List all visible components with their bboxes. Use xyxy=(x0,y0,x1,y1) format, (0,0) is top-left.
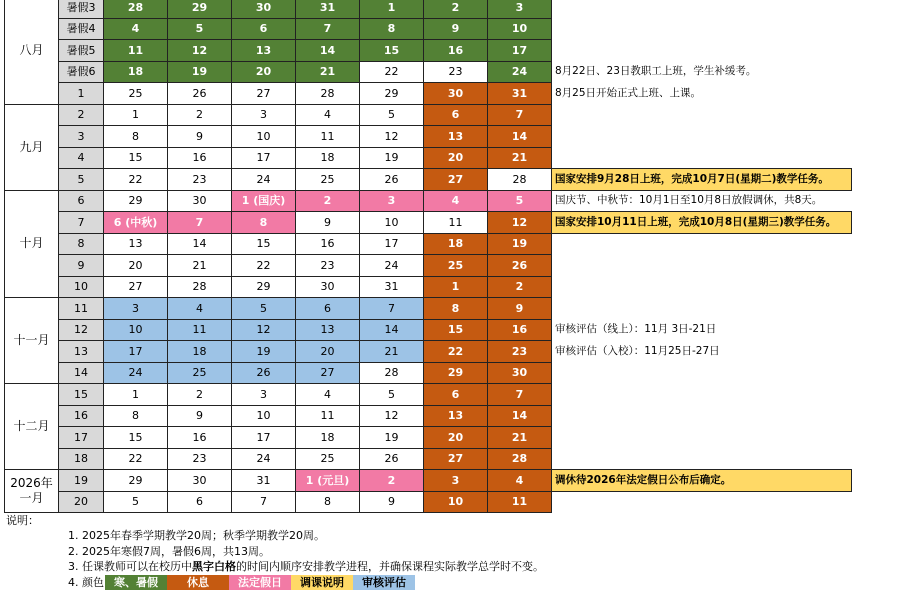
day-cell: 3 xyxy=(232,384,296,406)
week-number: 17 xyxy=(59,427,104,449)
day-cell: 14 xyxy=(488,405,552,427)
week-note xyxy=(552,126,852,148)
color-legend xyxy=(105,575,415,591)
day-cell: 18 xyxy=(296,427,360,449)
day-cell: 10 xyxy=(232,405,296,427)
day-cell: 16 xyxy=(168,427,232,449)
week-number: 19 xyxy=(59,470,104,492)
day-cell: 5 xyxy=(360,104,424,126)
week-note xyxy=(552,104,852,126)
day-cell: 21 xyxy=(296,61,360,83)
week-note xyxy=(552,362,852,384)
month-label: 十二月 xyxy=(5,384,59,470)
day-cell: 7 xyxy=(488,104,552,126)
week-note: 8月22日、23日教职工上班，学生补缓考。 xyxy=(555,65,757,78)
day-cell: 29 xyxy=(360,83,424,105)
day-cell: 29 xyxy=(232,276,296,298)
day-cell: 8 xyxy=(360,18,424,40)
day-cell: 26 xyxy=(168,83,232,105)
day-cell: 1 xyxy=(104,384,168,406)
week-number: 13 xyxy=(59,341,104,363)
week-note xyxy=(552,427,852,449)
note-item-3 xyxy=(6,559,544,575)
week-number: 9 xyxy=(59,255,104,277)
day-cell: 31 xyxy=(360,276,424,298)
legend-item: 调课说明 xyxy=(291,575,353,590)
day-cell: 2 xyxy=(168,384,232,406)
day-cell: 4 xyxy=(424,190,488,212)
week-note xyxy=(552,491,852,513)
day-cell: 9 xyxy=(168,126,232,148)
day-cell: 27 xyxy=(232,83,296,105)
week-note xyxy=(552,298,852,320)
day-cell: 23 xyxy=(296,255,360,277)
day-cell: 16 xyxy=(296,233,360,255)
week-note: 审核评估（入校）：11月25日-27日 xyxy=(555,344,720,357)
day-cell: 9 xyxy=(360,491,424,513)
day-cell: 2 xyxy=(296,190,360,212)
day-cell: 2 xyxy=(424,0,488,18)
week-note: 国庆节、中秋节：10月1日至10月8日放假调休，共8天。 xyxy=(555,194,823,207)
week-number: 10 xyxy=(59,276,104,298)
day-cell: 15 xyxy=(232,233,296,255)
day-cell: 10 xyxy=(424,491,488,513)
day-cell: 19 xyxy=(168,61,232,83)
day-cell: 24 xyxy=(104,362,168,384)
day-cell: 11 xyxy=(104,40,168,62)
day-cell: 12 xyxy=(360,405,424,427)
week-note xyxy=(552,255,852,277)
day-cell: 2 xyxy=(168,104,232,126)
week-note: 调休待2026年法定假日公布后确定。 xyxy=(552,470,852,492)
day-cell: 6 (中秋) xyxy=(104,212,168,234)
day-cell: 5 xyxy=(232,298,296,320)
week-row xyxy=(5,276,852,298)
day-cell: 3 xyxy=(232,104,296,126)
day-cell: 22 xyxy=(104,169,168,191)
day-cell: 30 xyxy=(168,190,232,212)
day-cell: 19 xyxy=(360,147,424,169)
week-row xyxy=(5,169,852,191)
day-cell: 25 xyxy=(296,448,360,470)
week-note xyxy=(552,448,852,470)
day-cell: 28 xyxy=(296,83,360,105)
day-cell: 28 xyxy=(360,362,424,384)
day-cell: 25 xyxy=(104,83,168,105)
day-cell: 7 xyxy=(168,212,232,234)
day-cell: 20 xyxy=(232,61,296,83)
day-cell: 4 xyxy=(296,104,360,126)
day-cell: 17 xyxy=(232,147,296,169)
day-cell: 23 xyxy=(168,448,232,470)
day-cell: 3 xyxy=(424,470,488,492)
day-cell: 22 xyxy=(360,61,424,83)
day-cell: 16 xyxy=(488,319,552,341)
day-cell: 30 xyxy=(232,0,296,18)
day-cell: 12 xyxy=(168,40,232,62)
week-number: 7 xyxy=(59,212,104,234)
day-cell: 5 xyxy=(104,491,168,513)
day-cell: 9 xyxy=(424,18,488,40)
week-number: 1 xyxy=(59,83,104,105)
day-cell: 8 xyxy=(232,212,296,234)
day-cell: 24 xyxy=(360,255,424,277)
week-note xyxy=(552,18,852,40)
day-cell: 10 xyxy=(232,126,296,148)
day-cell: 18 xyxy=(168,341,232,363)
day-cell: 3 xyxy=(488,0,552,18)
day-cell: 9 xyxy=(296,212,360,234)
week-row xyxy=(5,40,852,62)
day-cell: 29 xyxy=(104,190,168,212)
week-number: 暑假6 xyxy=(59,61,104,83)
week-row xyxy=(5,405,852,427)
day-cell: 1 xyxy=(104,104,168,126)
week-row xyxy=(5,491,852,513)
week-number: 暑假3 xyxy=(59,0,104,18)
week-row xyxy=(5,83,852,105)
month-label: 九月 xyxy=(5,104,59,190)
day-cell: 19 xyxy=(488,233,552,255)
day-cell: 1 (国庆) xyxy=(232,190,296,212)
day-cell: 8 xyxy=(104,405,168,427)
day-cell: 4 xyxy=(104,18,168,40)
day-cell: 7 xyxy=(360,298,424,320)
day-cell: 29 xyxy=(168,0,232,18)
day-cell: 26 xyxy=(360,448,424,470)
day-cell: 25 xyxy=(168,362,232,384)
day-cell: 8 xyxy=(104,126,168,148)
week-note xyxy=(552,233,852,255)
calendar-body xyxy=(5,0,852,513)
week-row xyxy=(5,0,852,18)
day-cell: 21 xyxy=(168,255,232,277)
day-cell: 23 xyxy=(488,341,552,363)
month-label: 2026年 一月 xyxy=(5,470,59,513)
day-cell: 7 xyxy=(296,18,360,40)
week-note: 国家安排9月28日上班，完成10月7日(星期二)教学任务。 xyxy=(552,169,852,191)
day-cell: 10 xyxy=(104,319,168,341)
day-cell: 4 xyxy=(296,384,360,406)
day-cell: 28 xyxy=(488,448,552,470)
day-cell: 12 xyxy=(232,319,296,341)
day-cell: 31 xyxy=(488,83,552,105)
note-item-4-label: 4. 颜色 xyxy=(68,575,104,589)
day-cell: 5 xyxy=(360,384,424,406)
day-cell: 14 xyxy=(296,40,360,62)
week-note xyxy=(552,40,852,62)
day-cell: 2 xyxy=(360,470,424,492)
day-cell: 24 xyxy=(488,61,552,83)
week-row xyxy=(5,190,852,212)
legend-item: 寒、暑假 xyxy=(105,575,167,590)
month-label: 十月 xyxy=(5,190,59,298)
day-cell: 10 xyxy=(488,18,552,40)
week-note xyxy=(552,0,852,18)
week-number: 5 xyxy=(59,169,104,191)
week-note: 国家安排10月11日上班，完成10月8日(星期三)教学任务。 xyxy=(552,212,852,234)
week-number: 暑假4 xyxy=(59,18,104,40)
month-label: 十一月 xyxy=(5,298,59,384)
week-row xyxy=(5,255,852,277)
day-cell: 19 xyxy=(232,341,296,363)
note-item-3-bold: 黑字白格 xyxy=(192,560,236,573)
day-cell: 24 xyxy=(232,169,296,191)
week-number: 暑假5 xyxy=(59,40,104,62)
day-cell: 18 xyxy=(104,61,168,83)
day-cell: 6 xyxy=(424,104,488,126)
day-cell: 3 xyxy=(360,190,424,212)
week-number: 4 xyxy=(59,147,104,169)
week-row xyxy=(5,427,852,449)
day-cell: 20 xyxy=(424,427,488,449)
day-cell: 7 xyxy=(488,384,552,406)
day-cell: 28 xyxy=(488,169,552,191)
day-cell: 6 xyxy=(168,491,232,513)
day-cell: 6 xyxy=(424,384,488,406)
day-cell: 27 xyxy=(424,448,488,470)
day-cell: 4 xyxy=(168,298,232,320)
day-cell: 15 xyxy=(424,319,488,341)
day-cell: 10 xyxy=(360,212,424,234)
note-item-4 xyxy=(6,575,544,591)
school-calendar-table xyxy=(4,0,852,513)
week-note xyxy=(552,147,852,169)
day-cell: 30 xyxy=(296,276,360,298)
day-cell: 31 xyxy=(232,470,296,492)
day-cell: 15 xyxy=(104,427,168,449)
day-cell: 20 xyxy=(296,341,360,363)
day-cell: 31 xyxy=(296,0,360,18)
day-cell: 6 xyxy=(232,18,296,40)
day-cell: 28 xyxy=(104,0,168,18)
note-item-2: 2. 2025年寒假7周，暑假6周，共13周。 xyxy=(68,544,270,558)
day-cell: 20 xyxy=(424,147,488,169)
day-cell: 11 xyxy=(488,491,552,513)
day-cell: 26 xyxy=(232,362,296,384)
week-note xyxy=(552,405,852,427)
week-note xyxy=(552,276,852,298)
day-cell: 11 xyxy=(424,212,488,234)
day-cell: 14 xyxy=(360,319,424,341)
day-cell: 15 xyxy=(104,147,168,169)
day-cell: 24 xyxy=(232,448,296,470)
notes-section xyxy=(6,512,544,590)
day-cell: 18 xyxy=(296,147,360,169)
day-cell: 21 xyxy=(488,147,552,169)
week-number: 15 xyxy=(59,384,104,406)
day-cell: 28 xyxy=(168,276,232,298)
day-cell: 12 xyxy=(360,126,424,148)
day-cell: 22 xyxy=(104,448,168,470)
day-cell: 25 xyxy=(424,255,488,277)
day-cell: 19 xyxy=(360,427,424,449)
week-row xyxy=(5,233,852,255)
week-row xyxy=(5,104,852,126)
week-number: 16 xyxy=(59,405,104,427)
week-number: 8 xyxy=(59,233,104,255)
week-number: 2 xyxy=(59,104,104,126)
week-row xyxy=(5,147,852,169)
week-row xyxy=(5,362,852,384)
day-cell: 26 xyxy=(488,255,552,277)
week-number: 11 xyxy=(59,298,104,320)
day-cell: 22 xyxy=(232,255,296,277)
day-cell: 11 xyxy=(296,126,360,148)
day-cell: 14 xyxy=(168,233,232,255)
day-cell: 27 xyxy=(424,169,488,191)
day-cell: 13 xyxy=(424,405,488,427)
day-cell: 7 xyxy=(232,491,296,513)
day-cell: 20 xyxy=(104,255,168,277)
week-row xyxy=(5,298,852,320)
week-number: 14 xyxy=(59,362,104,384)
day-cell: 6 xyxy=(296,298,360,320)
day-cell: 18 xyxy=(424,233,488,255)
day-cell: 30 xyxy=(168,470,232,492)
week-row xyxy=(5,212,852,234)
day-cell: 12 xyxy=(488,212,552,234)
day-cell: 5 xyxy=(168,18,232,40)
day-cell: 27 xyxy=(104,276,168,298)
day-cell: 1 xyxy=(424,276,488,298)
day-cell: 17 xyxy=(360,233,424,255)
week-row xyxy=(5,470,852,492)
legend-item: 审核评估 xyxy=(353,575,415,590)
week-row xyxy=(5,448,852,470)
week-number: 12 xyxy=(59,319,104,341)
week-number: 3 xyxy=(59,126,104,148)
note-item-1: 1. 2025年春季学期教学20周；秋季学期教学20周。 xyxy=(68,529,325,542)
legend-item: 休息 xyxy=(167,575,229,590)
week-row xyxy=(5,319,852,341)
week-row xyxy=(5,341,852,363)
day-cell: 21 xyxy=(360,341,424,363)
day-cell: 23 xyxy=(424,61,488,83)
day-cell: 13 xyxy=(104,233,168,255)
day-cell: 30 xyxy=(488,362,552,384)
legend-item: 法定假日 xyxy=(229,575,291,590)
day-cell: 14 xyxy=(488,126,552,148)
week-number: 18 xyxy=(59,448,104,470)
day-cell: 15 xyxy=(360,40,424,62)
week-number: 20 xyxy=(59,491,104,513)
week-row xyxy=(5,61,852,83)
day-cell: 3 xyxy=(104,298,168,320)
day-cell: 17 xyxy=(488,40,552,62)
day-cell: 30 xyxy=(424,83,488,105)
day-cell: 16 xyxy=(168,147,232,169)
day-cell: 9 xyxy=(168,405,232,427)
day-cell: 13 xyxy=(296,319,360,341)
week-note: 8月25日开始正式上班、上课。 xyxy=(555,86,702,99)
day-cell: 8 xyxy=(424,298,488,320)
week-row xyxy=(5,384,852,406)
day-cell: 16 xyxy=(424,40,488,62)
day-cell: 26 xyxy=(360,169,424,191)
day-cell: 9 xyxy=(488,298,552,320)
week-note: 审核评估（线上）：11月 3日-21日 xyxy=(555,323,717,336)
week-row xyxy=(5,18,852,40)
day-cell: 23 xyxy=(168,169,232,191)
day-cell: 27 xyxy=(296,362,360,384)
day-cell: 8 xyxy=(296,491,360,513)
day-cell: 13 xyxy=(424,126,488,148)
note-item-3-pre: 3. 任课教师可以在校历中 xyxy=(68,560,192,573)
notes-title: 说明： xyxy=(6,514,39,527)
day-cell: 2 xyxy=(488,276,552,298)
day-cell: 4 xyxy=(488,470,552,492)
day-cell: 1 xyxy=(360,0,424,18)
day-cell: 29 xyxy=(104,470,168,492)
day-cell: 29 xyxy=(424,362,488,384)
month-label: 八月 xyxy=(5,0,59,104)
day-cell: 5 xyxy=(488,190,552,212)
day-cell: 17 xyxy=(232,427,296,449)
day-cell: 11 xyxy=(296,405,360,427)
day-cell: 17 xyxy=(104,341,168,363)
day-cell: 25 xyxy=(296,169,360,191)
day-cell: 22 xyxy=(424,341,488,363)
note-item-3-post: 的时间内顺序安排教学进程，并确保课程实际教学总学时不变。 xyxy=(236,560,544,573)
week-note xyxy=(552,384,852,406)
week-number: 6 xyxy=(59,190,104,212)
day-cell: 21 xyxy=(488,427,552,449)
week-row xyxy=(5,126,852,148)
day-cell: 1 (元旦) xyxy=(296,470,360,492)
day-cell: 13 xyxy=(232,40,296,62)
day-cell: 11 xyxy=(168,319,232,341)
